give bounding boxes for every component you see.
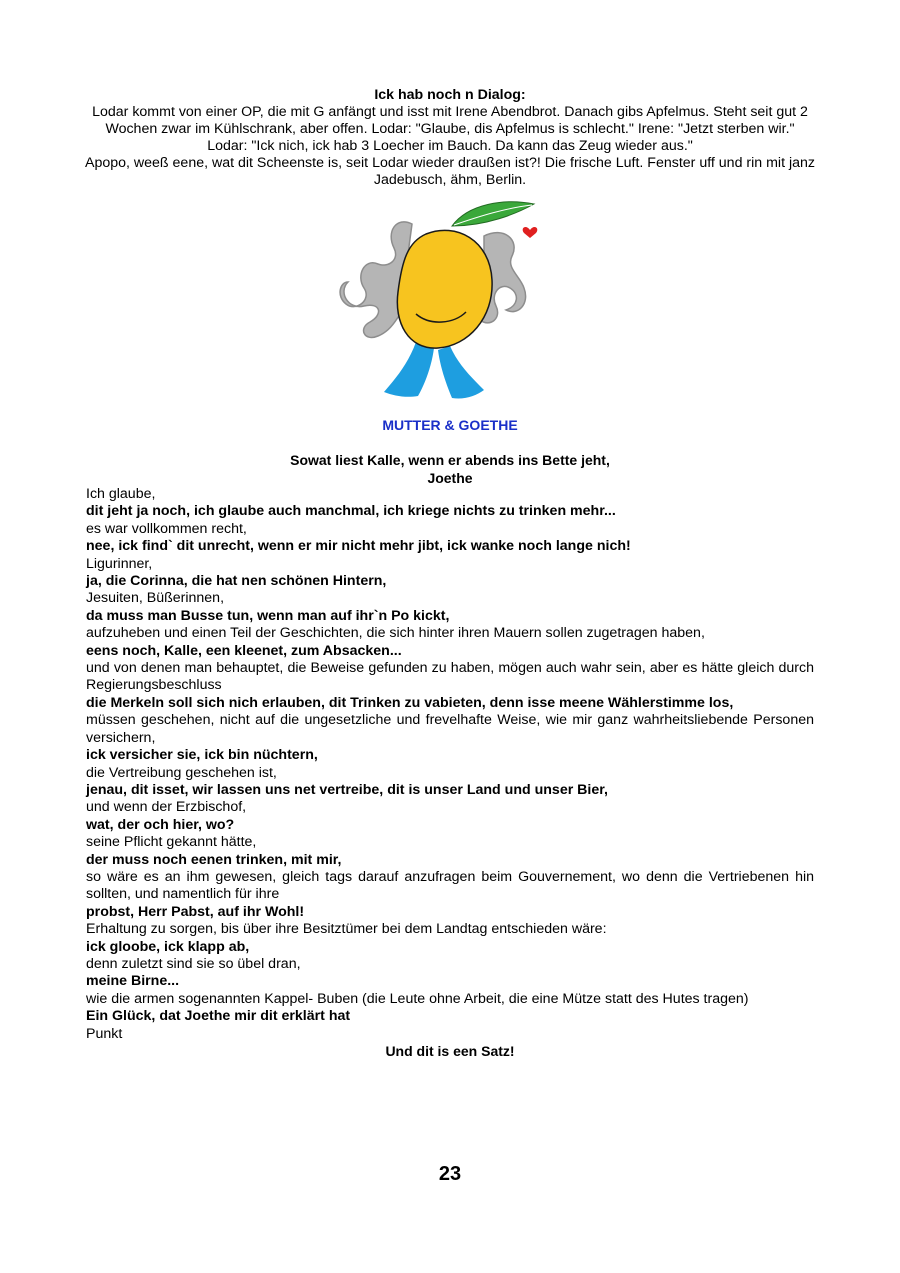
goethe-line: Ich glaube, xyxy=(86,486,156,502)
kalle-line: nee, ick find` dit unrecht, wenn er mir nicht mehr jibt, ick wanke noch lange nich! xyxy=(86,538,631,555)
goethe-line: es war vollkommen recht, xyxy=(86,520,247,537)
goethe-line: Erhaltung zu sorgen, bis über ihre Besitztümer bei dem Landtag entschieden wäre: xyxy=(86,921,607,938)
kalle-line: der muss noch eenen trinken, mit mir, xyxy=(86,851,342,868)
kalle-line: probst, Herr Pabst, auf ihr Wohl! xyxy=(86,903,305,920)
subheading-line-2: Joethe xyxy=(427,469,473,486)
intro-section xyxy=(84,87,816,189)
goethe-line: seine Pflicht gekannt hätte, xyxy=(86,834,257,851)
heart-icon xyxy=(523,227,538,238)
scarf-right xyxy=(438,346,484,399)
illustration-caption: MUTTER & GOETHE xyxy=(382,417,518,433)
kalle-line: die Merkeln soll sich nich erlauben, dit Trinken zu vabieten, denn isse meene Wählerstimme los, xyxy=(86,694,734,711)
closing-line: Und dit is een Satz! xyxy=(385,1043,515,1059)
kalle-line: wat, der och hier, wo? xyxy=(86,816,235,833)
leaf xyxy=(452,202,534,226)
kalle-line: ick versicher sie, ick bin nüchtern, xyxy=(86,747,318,764)
intro-heading: Ick hab noch n Dialog: xyxy=(374,87,526,103)
goethe-line: und von denen man behauptet, die Beweise gefunden zu haben, mögen auch wahr sein, aber es hätte gleich durch Regierungsbeschluss xyxy=(86,660,814,694)
mutter-goethe-illustration xyxy=(334,196,546,408)
kalle-line: dit jeht ja noch, ich glaube auch manchmal, ich kriege nichts zu trinken mehr... xyxy=(86,503,616,520)
intro-paragraph: Lodar kommt von einer OP, die mit G anfängt und isst mit Irene Abendbrot. Danach gibs Apfelmus. Steht seit gut 2 Wochen zwar im Kühlschrank, aber offen. Lodar: "Glaube, dis Apfelmus is schlecht." Irene: "Jetzt sterben wir." Lodar: "Ick nich, ick hab 3 Loecher im Bauch. Da kann das Zeug wieder aus." xyxy=(92,104,808,154)
goethe-line: so wäre es an ihm gewesen, gleich tags darauf anzufragen beim Gouvernement, wo denn die Vertriebenen hin sollten, und namentlich für ihre xyxy=(86,868,814,903)
kalle-line: meine Birne... xyxy=(86,973,180,990)
goethe-line: müssen geschehen, nicht auf die ungesetzliche und frevelhafte Weise, wie mir ganz wahrheitsliebende Personen versichern, xyxy=(86,712,814,746)
face xyxy=(397,230,492,348)
scarf-left xyxy=(384,342,434,397)
subheading xyxy=(150,452,750,487)
goethe-line: Punkt xyxy=(86,1025,123,1042)
goethe-line: die Vertreibung geschehen ist, xyxy=(86,764,277,781)
intro-paragraph-2: Apopo, weeß eene, wat dit Scheenste is, seit Lodar wieder draußen ist?! Die frische Luft. Fenster uff und rin mit janz Jadebusch, ähm, Berlin. xyxy=(85,155,815,188)
goethe-line: aufzuheben und einen Teil der Geschichten, die sich hinter ihren Mauern sollen zugetragen haben, xyxy=(86,625,705,642)
goethe-line: wie die armen sogenannten Kappel- Buben (die Leute ohne Arbeit, die eine Mütze statt des Hutes tragen) xyxy=(86,990,749,1007)
goethe-line: Jesuiten, Büßerinnen, xyxy=(86,590,225,607)
subheading-line-1: Sowat liest Kalle, wenn er abends ins Bette jeht, xyxy=(290,452,610,468)
kalle-line: da muss man Busse tun, wenn man auf ihr`n Po kickt, xyxy=(86,607,450,624)
page-number: 23 xyxy=(438,1163,462,1185)
kalle-line: eens noch, Kalle, een kleenet, zum Absacken... xyxy=(86,642,402,659)
kalle-line: ick gloobe, ick klapp ab, xyxy=(86,938,250,955)
goethe-line: denn zuletzt sind sie so übel dran, xyxy=(86,955,301,972)
kalle-line: ja, die Corinna, die hat nen schönen Hintern, xyxy=(86,573,387,590)
kalle-line: jenau, dit isset, wir lassen uns net vertreibe, dit is unser Land und unser Bier, xyxy=(86,781,608,798)
goethe-line: und wenn der Erzbischof, xyxy=(86,799,247,816)
kalle-line: Ein Glück, dat Joethe mir dit erklärt hat xyxy=(86,1008,351,1025)
dialog-text xyxy=(86,486,814,1043)
goethe-line: Ligurinner, xyxy=(86,555,153,572)
